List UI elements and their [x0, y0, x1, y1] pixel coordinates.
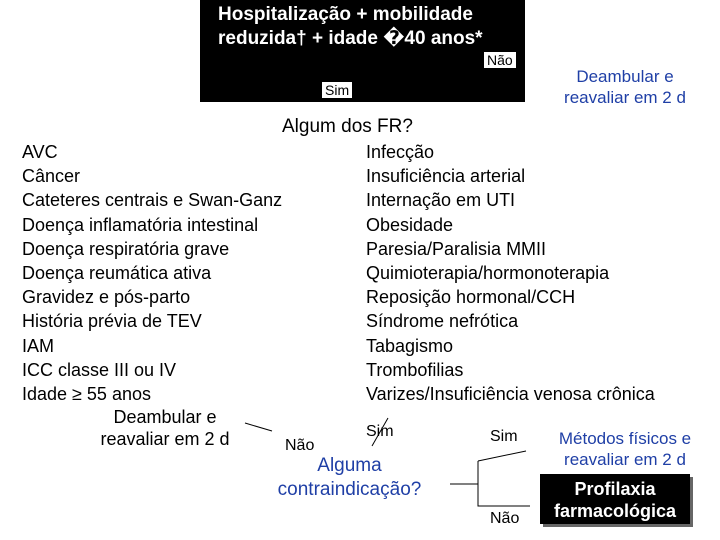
risk-factor-right-item: Tabagismo: [366, 335, 454, 356]
question-risk-factors: Algum dos FR?: [282, 116, 413, 137]
fr-yes-label: Sim: [366, 423, 394, 440]
risk-factor-left-item: Cateteres centrais e Swan-Ganz: [22, 190, 283, 211]
risk-factor-left-item: Doença reumática ativa: [22, 263, 212, 284]
risk-factor-left-item: Doença inflamatória intestinal: [22, 214, 259, 235]
top-box-no-label: Não: [484, 52, 516, 68]
risk-factor-left-item: Gravidez e pós-parto: [22, 287, 191, 308]
contra-yes-label: Sim: [490, 428, 518, 445]
risk-factor-left-item: AVC: [22, 142, 58, 162]
fr-no-outcome-line1: Deambular e: [113, 407, 217, 427]
connector-contra-yes: [478, 451, 526, 461]
risk-factor-right-item: Quimioterapia/hormonoterapia: [366, 263, 610, 284]
contra-no-label: Não: [490, 510, 520, 527]
risk-factor-left-item: Doença respiratória grave: [22, 238, 230, 259]
question-contraindication-line1: Alguma: [317, 455, 382, 476]
top-no-outcome-line2: reavaliar em 2 d: [564, 88, 686, 107]
top-no-outcome-line1: Deambular e: [576, 67, 674, 86]
prophylaxis-label-line1: Profilaxia: [574, 479, 656, 499]
risk-factor-left-item: ICC classe III ou IV: [22, 359, 177, 380]
top-box-yes-label: Sim: [322, 82, 352, 98]
fr-no-outcome-line2: reavaliar em 2 d: [100, 429, 230, 449]
fr-no-label: Não: [285, 437, 315, 454]
connector-contra: [450, 461, 478, 484]
risk-factor-left-item: Idade ≥ 55 anos: [22, 384, 151, 405]
decision-box-title-line1: Hospitalização + mobilidade: [218, 4, 473, 25]
risk-factor-right-item: Infecção: [366, 142, 435, 162]
question-contraindication-line2: contraindicação?: [277, 479, 422, 500]
connector-contra-no: [478, 484, 530, 506]
risk-factor-right-item: Reposição hormonal/CCH: [366, 287, 576, 308]
risk-factor-right-item: Internação em UTI: [366, 190, 516, 211]
prophylaxis-label-line2: farmacológica: [553, 501, 677, 521]
contra-yes-outcome-line1: Métodos físicos e: [558, 429, 692, 448]
risk-factor-right-item: Insuficiência arterial: [366, 166, 526, 187]
risk-factor-left-item: História prévia de TEV: [22, 311, 202, 332]
risk-factor-right-item: Obesidade: [366, 214, 454, 235]
connector-fr-no: [245, 423, 272, 431]
risk-factor-right-item: Trombofilias: [366, 359, 464, 380]
risk-factor-right-item: Varizes/Insuficiência venosa crônica: [366, 384, 655, 405]
risk-factor-right-item: Paresia/Paralisia MMII: [366, 238, 547, 259]
risk-factor-left-item: Câncer: [22, 166, 81, 187]
risk-factor-right-item: Síndrome nefrótica: [366, 311, 519, 332]
risk-factor-left-item: IAM: [22, 335, 55, 356]
connector-fr-yes: [372, 418, 388, 446]
contra-yes-outcome-line2: reavaliar em 2 d: [564, 450, 686, 469]
decision-box-title-line2: reduzida† + idade �40 anos*: [218, 28, 483, 49]
